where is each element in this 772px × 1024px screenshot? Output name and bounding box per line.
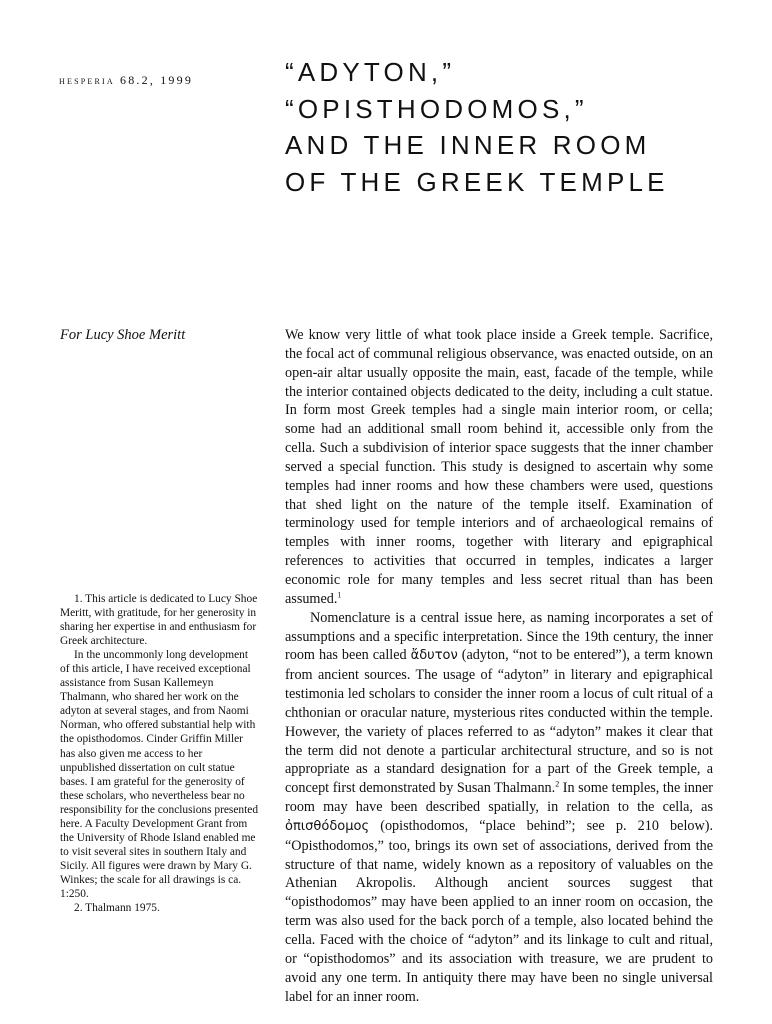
- body-paragraph-1: [285, 326, 713, 609]
- footnote-ref-2[interactable]: 2: [555, 779, 560, 789]
- footnote-ref-1[interactable]: 1: [337, 590, 342, 600]
- journal-header: [59, 73, 193, 88]
- title-line: “ADYTON,”: [285, 57, 456, 87]
- article-body: [285, 326, 713, 1006]
- paragraph-text: (adyton, “not to be entered”), a term known from ancient sources. The usage of “adyton” in literary and epigraphical testimonia led scholars to consider the inner room a locus of cult ritual of a chthonian or oracular nature, mysterious rites conducted within the temple. However, the variety of places referred to as “adyton” makes it clear that the term did not denote a particular architectural structure, and so is not appropriate as a standard designation for a part of the Greek temple, a concept first demonstrated by Susan Thalmann.: [285, 647, 713, 797]
- footnote-2: 2. Thalmann 1975.: [74, 902, 160, 915]
- greek-term-adyton: ἄδυτον: [410, 648, 458, 664]
- journal-citation: hesperia 68.2, 1999: [59, 73, 194, 87]
- body-paragraph-2: [285, 609, 713, 1007]
- greek-term-opisthodomos: ὀπισθόδομος: [285, 818, 370, 834]
- paragraph-text: In some temples, the inner room may have been described spatially, in relation to the cella, as: [285, 780, 713, 816]
- footnotes: [60, 592, 260, 915]
- paragraph-text: We know very little of what took place inside a Greek temple. Sacrifice, the focal act of communal religious observance, was enacted outside, on an open-air altar usually opposite the main, east, facade of the temple, while the interior contained objects dedicated to the deity, including a cult statue. In form most Greek temples had a single main interior room, or cella; some had an additional small room behind it, accessible only from the cella. Such a subdivision of interior space suggests that the inner chamber served a special function. This study is designed to ascertain why some temples had inner rooms and how these chambers were used, questions that shed light on the nature of the temple itself. Examination of terminology used for temple interiors and of archaeological remains of temples with inner rooms, together with literary and epigraphical references to activities that occurred in temples, indicates a larger economic role for many temples and less secret ritual than has been assumed.: [285, 327, 713, 607]
- footnote-1-continued: In the uncommonly long development of this article, I have received exceptional assistance from Susan Kallemeyn Thalmann, who shared her work on the adyton at several stages, and from Naomi Norman, who offered substantial help with the opisthodomos. Cinder Griffin Miller has also given me access to her unpublished dissertation on cult statue bases. I am grateful for the generosity of these scholars, who nevertheless bear no responsibility for the conclusions presented here. A Faculty Development Grant from the University of Rhode Island enabled me to visit several sites in southern Italy and Sicily. All figures were drawn by Mary G. Winkes; the scale for all drawings is ca. 1:250.: [60, 649, 259, 900]
- title-line: AND THE INNER ROOM: [285, 130, 651, 160]
- title-line: “OPISTHODOMOS,”: [285, 93, 588, 124]
- article-title: [285, 54, 755, 200]
- dedication: For Lucy Shoe Meritt: [60, 327, 186, 343]
- paragraph-text: Nomenclature is a central issue here, as naming incorporates a set of assumptions and a specific interpretation. Since the 19th century, the inner room has been called: [285, 609, 713, 664]
- footnote-1: 1. This article is dedicated to Lucy Shoe Meritt, with gratitude, for her generosity in sharing her expertise in and enthusiasm for Greek architecture.: [60, 593, 258, 648]
- paragraph-text: (opisthodomos, “place behind”; see p. 210 below). “Opisthodomos,” too, brings its own set of associations, derived from the structure of that name, widely known as a repository of valuables on the Athenian Akropolis. Although ancient sources suggest that “opisthodomos” may have been applied to an inner room on occasion, the term was also used for the back porch of a temple, also located behind the cella. Faced with the choice of “adyton” and its linkage to cult and ritual, or “opisthodomos” and its association with treasure, we are prudent to avoid any one term. In antiquity there may have been no single universal label for an inner room.: [285, 817, 713, 1005]
- title-line: OF THE GREEK TEMPLE: [285, 166, 669, 197]
